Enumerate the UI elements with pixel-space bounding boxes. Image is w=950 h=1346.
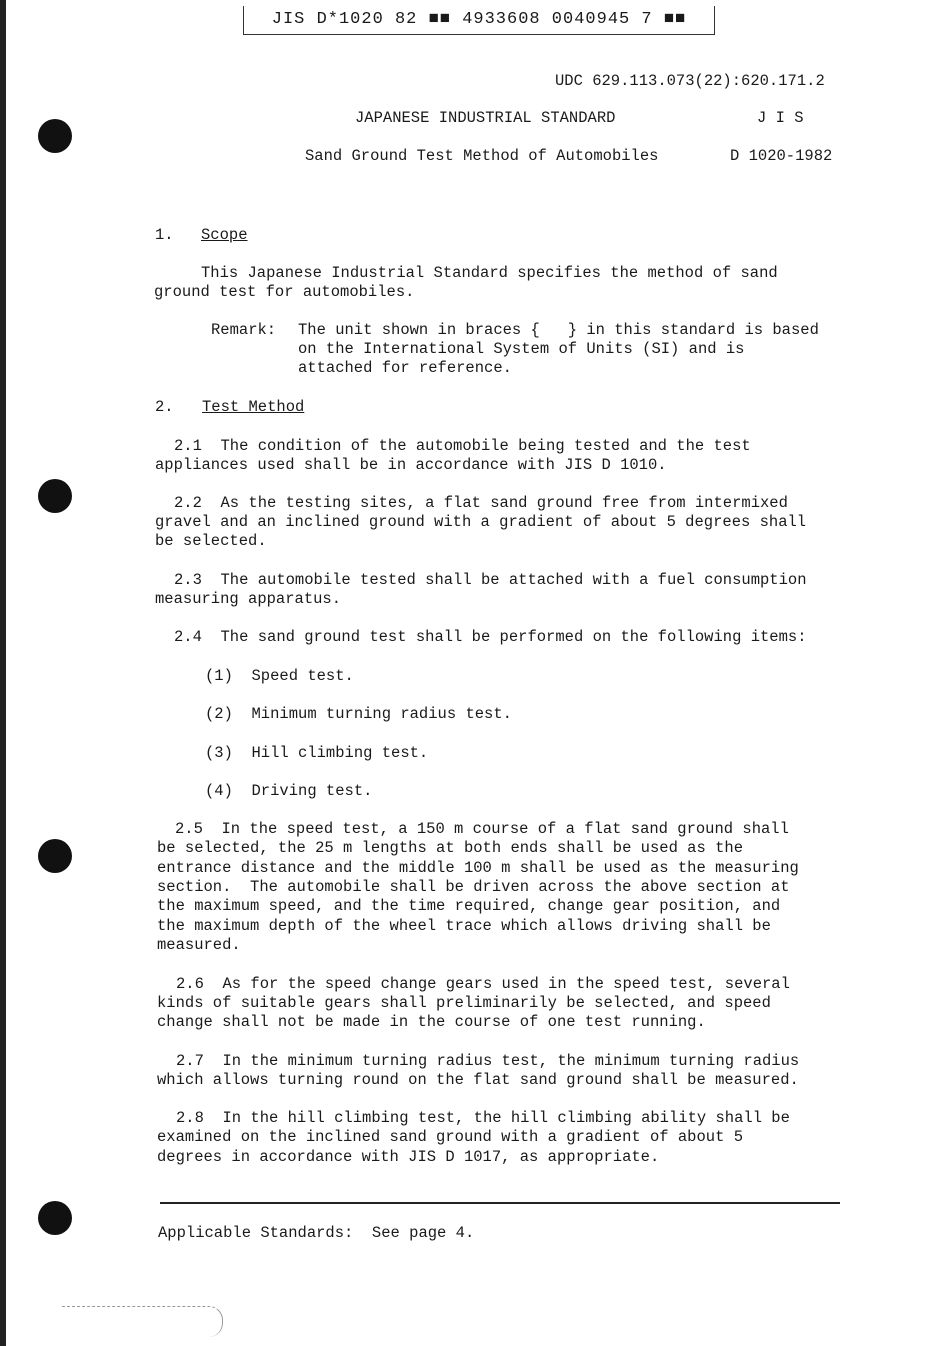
clause-2-4: 2.4 The sand ground test shall be performed on the following items: xyxy=(174,628,807,646)
clause-2-3-line-1: 2.3 The automobile tested shall be attached with a fuel consumption xyxy=(174,571,807,589)
scan-edge xyxy=(0,0,6,1346)
remark-line-2: on the International System of Units (SI) and is xyxy=(298,340,745,358)
clause-2-5-line-4: section. The automobile shall be driven across the above section at xyxy=(157,878,790,896)
clause-2-5-line-6: the maximum depth of the wheel trace which allows driving shall be xyxy=(157,917,771,935)
clause-2-8-line-2: examined on the inclined sand ground with a gradient of about 5 xyxy=(157,1128,743,1146)
punch-hole-2 xyxy=(38,479,72,513)
jis-mark: J I S xyxy=(757,109,804,127)
remark-line-3: attached for reference. xyxy=(298,359,512,377)
standard-number: D 1020-1982 xyxy=(730,147,833,165)
clause-2-6-line-1: 2.6 As for the speed change gears used in the speed test, several xyxy=(176,975,790,993)
clause-2-3-line-2: measuring apparatus. xyxy=(155,590,342,608)
list-item: (4) Driving test. xyxy=(205,782,373,800)
remark-line-1: The unit shown in braces { } in this standard is based xyxy=(298,321,819,339)
remark-label: Remark: xyxy=(211,321,277,339)
clause-2-5-line-1: 2.5 In the speed test, a 150 m course of a flat sand ground shall xyxy=(175,820,789,838)
clause-2-2-line-1: 2.2 As the testing sites, a flat sand ground free from intermixed xyxy=(174,494,788,512)
section-2-heading: Test Method xyxy=(202,398,305,416)
list-item: (2) Minimum turning radius test. xyxy=(205,705,512,723)
clause-2-6-line-2: kinds of suitable gears shall preliminarily be selected, and speed xyxy=(157,994,771,1012)
clause-2-8-line-3: degrees in accordance with JIS D 1017, as appropriate. xyxy=(157,1148,660,1166)
applicable-standards-note: Applicable Standards: See page 4. xyxy=(158,1224,475,1242)
scope-line-2: ground test for automobiles. xyxy=(154,283,415,301)
section-1-number: 1. xyxy=(155,226,174,244)
footer-rule xyxy=(160,1202,840,1204)
clause-2-7-line-1: 2.7 In the minimum turning radius test, the minimum turning radius xyxy=(176,1052,800,1070)
punch-hole-4 xyxy=(38,1201,72,1235)
clause-2-8-line-1: 2.8 In the hill climbing test, the hill climbing ability shall be xyxy=(176,1109,790,1127)
section-2-number: 2. xyxy=(155,398,174,416)
clause-2-5-line-7: measured. xyxy=(157,936,241,954)
clause-2-5-line-5: the maximum speed, and the time required, change gear position, and xyxy=(157,897,781,915)
punch-hole-1 xyxy=(38,119,72,153)
clause-2-5-line-3: entrance distance and the middle 100 m shall be used as the measuring xyxy=(157,859,799,877)
clause-2-2-line-2: gravel and an inclined ground with a gradient of about 5 degrees shall xyxy=(155,513,807,531)
section-1-heading: Scope xyxy=(201,226,248,244)
udc-code: UDC 629.113.073(22):620.171.2 xyxy=(555,72,825,90)
clause-2-2-line-3: be selected. xyxy=(155,532,267,550)
clause-2-6-line-3: change shall not be made in the course of one test running. xyxy=(157,1013,706,1031)
scope-line-1: This Japanese Industrial Standard specifies the method of sand xyxy=(201,264,778,282)
punch-hole-3 xyxy=(38,839,72,873)
doc-title: Sand Ground Test Method of Automobiles xyxy=(305,147,659,165)
list-item: (3) Hill climbing test. xyxy=(205,744,429,762)
scan-smudge xyxy=(62,1306,223,1337)
header-stamp: JIS D*1020 82 ■■ 4933608 0040945 7 ■■ xyxy=(243,6,715,35)
clause-2-5-line-2: be selected, the 25 m lengths at both ends shall be used as the xyxy=(157,839,743,857)
clause-2-7-line-2: which allows turning round on the flat sand ground shall be measured. xyxy=(157,1071,799,1089)
org-name: JAPANESE INDUSTRIAL STANDARD xyxy=(355,109,616,127)
list-item: (1) Speed test. xyxy=(205,667,354,685)
clause-2-1-line-2: appliances used shall be in accordance with JIS D 1010. xyxy=(155,456,667,474)
clause-2-1-line-1: 2.1 The condition of the automobile being tested and the test xyxy=(174,437,751,455)
